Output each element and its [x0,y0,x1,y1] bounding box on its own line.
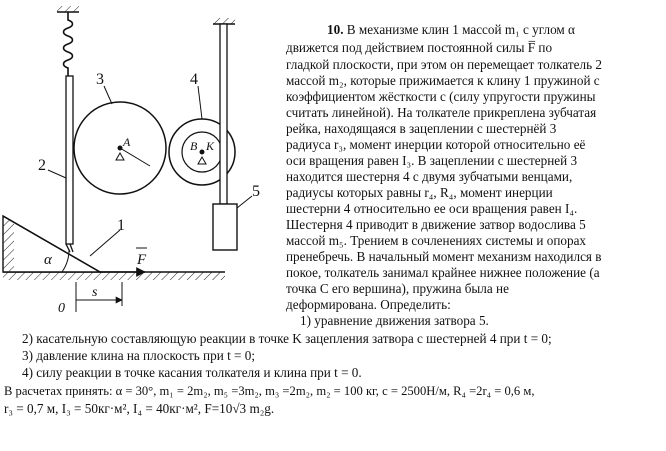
label-point-K: K [206,139,215,153]
problem-text-line: радиуса r₃, момент инерции которой относительно её [286,137,586,152]
problem-line-1 [327,23,575,37]
problem-text-line: движется под действием постоянной силы F̅ по [286,40,553,55]
problem-text-line: деформирована. Определить: [286,297,451,312]
problem-text-line: точка С его вершина), пружина была не [286,281,509,296]
problem-text-line: 3) давление клина на плоскость при t = 0; [22,348,256,363]
label-body-3: 3 [96,71,104,88]
problem-text-line: шестерни 4 относительно ее оси вращения равен I₄. [286,201,578,216]
label-point-A: A [123,135,131,149]
coordinate-axis [76,282,122,312]
problem-text-line: массой m₂, которые прижимается к клину 1 пружиной с [286,73,600,88]
problem-text-line: гладкой плоскости, при этом он перемещает толкатель 2 [286,57,602,72]
problem-text-line: 2) касательную составляющую реакции в точке K зацепления затвора с шестерней 4 при t = 0; [22,331,552,346]
pusher-2 [66,76,73,252]
problem-text-line: покое, толкатель занимал крайнее нижнее положение (а [286,265,600,280]
label-body-5: 5 [252,183,260,200]
problem-text-line: пренебречь. В начальный момент механизм находился в [286,249,602,264]
label-body-4: 4 [190,71,198,88]
gear-3 [74,102,166,194]
problem-text-line: В механизме клин 1 массой m₁ с углом α [346,22,575,37]
label-origin: 0 [58,301,65,316]
problem-text-line: r₃ = 0,7 м, I₃ = 50кг·м², I₄ = 40кг·м², F=10√3 m₂g. [4,401,275,416]
label-body-2: 2 [38,157,46,174]
pusher-top-support [57,6,79,12]
problem-text-line: массой m₅. Трением в сочленениях системы и опорах [286,233,587,248]
problem-text-line: радиусы которых равны r₄, R₄, момент инерции [286,185,553,200]
problem-text-line: считать линейной). На толкателе прикреплена зубчатая [286,105,597,120]
label-body-1: 1 [117,217,125,234]
problem-text-line: находится шестерня 4 с двумя зубчатыми венцами, [286,169,573,184]
problem-text-line: рейка, находящаяся в зацеплении с шестернёй 3 [286,121,557,136]
problem-text-line: коэффициентом жёсткости c (силу упругости пружины [286,89,596,104]
ground [3,272,225,280]
label-angle-alpha: α [44,252,52,268]
problem-text-line: Шестерня 4 приводит в движение затвор водослива 5 [286,217,586,232]
problem-text-line: оси вращения равен I₃. В зацеплении с шестерней 3 [286,153,578,168]
label-coordinate-s: s [92,285,98,300]
problem-number: 10. [327,22,344,37]
problem-text-line: 4) силу реакции в точке касания толкателя и клина при t = 0. [22,365,362,380]
spring [64,12,73,76]
label-point-B: B [190,139,198,153]
label-force-F: F [137,252,147,268]
problem-text-line: В расчетах принять: α = 30°, m₁ = 2m₂, m₅ =3m₂, m₃ =2m₂, m₂ = 100 кг, c = 2500Н/м, R₄ =2r₄ = 0,6 м, [4,384,535,398]
problem-text-line: 1) уравнение движения затвора 5. [300,313,489,328]
